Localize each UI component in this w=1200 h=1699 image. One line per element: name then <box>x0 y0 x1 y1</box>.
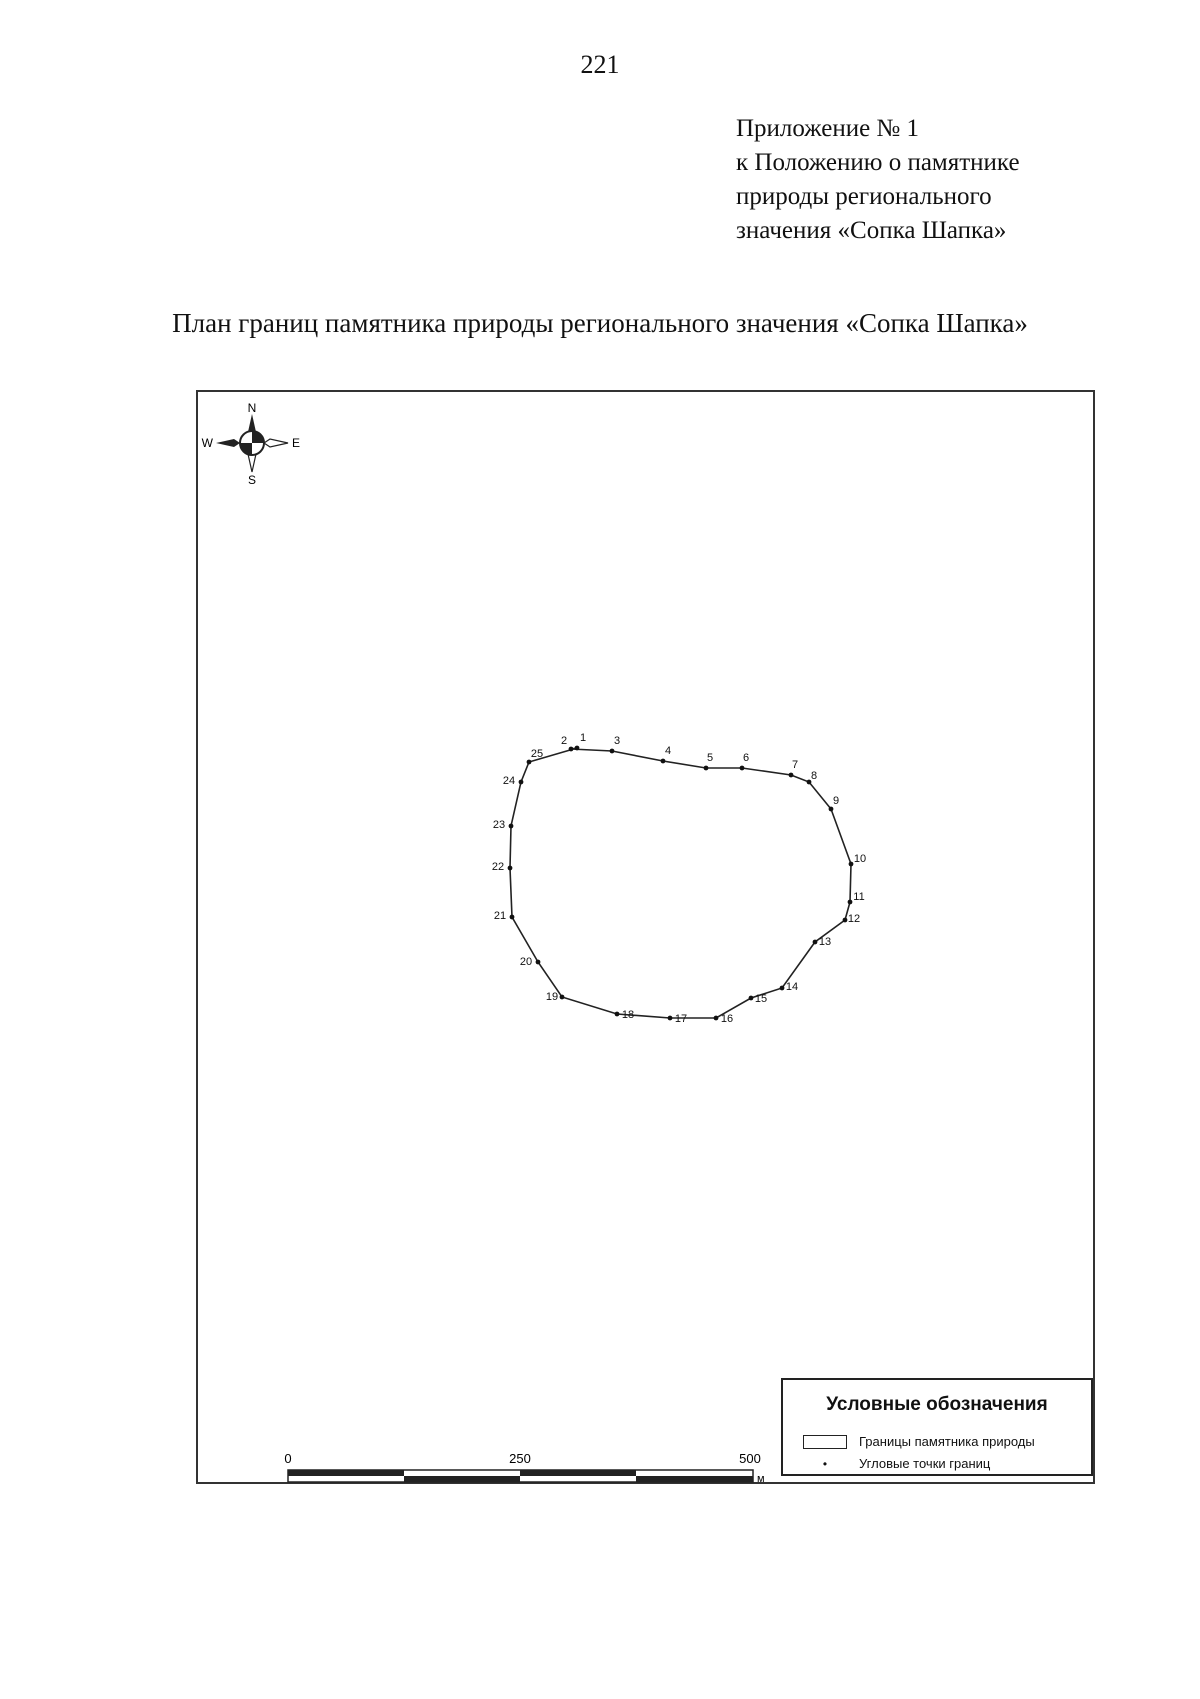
boundary-point-label-9: 9 <box>832 795 840 807</box>
boundary-point-12 <box>843 918 848 923</box>
boundary-point-label-4: 4 <box>664 745 672 757</box>
legend-item-corner-points <box>803 1456 990 1471</box>
boundary-point-14 <box>780 986 785 991</box>
boundary-point-9 <box>829 807 834 812</box>
boundary-point-11 <box>848 900 853 905</box>
plan-title: План границ памятника природы регионального значения «Сопка Шапка» <box>172 308 1028 338</box>
boundary-point-label-25: 25 <box>530 748 544 760</box>
boundary-point-22 <box>508 866 513 871</box>
boundary-point-label-1: 1 <box>579 732 587 744</box>
boundary-point-label-5: 5 <box>706 752 714 764</box>
boundary-point-18 <box>615 1012 620 1017</box>
boundary-point-label-19: 19 <box>545 991 559 1003</box>
map-legend <box>781 1378 1093 1476</box>
boundary-polygon <box>510 748 851 1018</box>
boundary-point-19 <box>560 995 565 1000</box>
boundary-point-label-17: 17 <box>674 1013 688 1025</box>
page-number: 221 <box>580 50 620 79</box>
boundary-point-16 <box>714 1016 719 1021</box>
boundary-point-label-2: 2 <box>560 735 568 747</box>
boundary-point-1 <box>575 746 580 751</box>
compass-n-label: N <box>247 401 257 415</box>
boundary-point-2 <box>569 747 574 752</box>
boundary-point-10 <box>849 862 854 867</box>
boundary-point-label-16: 16 <box>720 1013 734 1025</box>
boundary-point-label-10: 10 <box>853 853 867 865</box>
legend-item-boundary <box>803 1434 1035 1449</box>
boundary-point-21 <box>510 915 515 920</box>
boundary-point-25 <box>527 760 532 765</box>
boundary-point-17 <box>668 1016 673 1021</box>
scale-label-0: 0 <box>284 1451 292 1466</box>
boundary-point-13 <box>813 940 818 945</box>
appendix-line-3: природы регионального <box>736 183 992 210</box>
boundary-point-6 <box>740 766 745 771</box>
boundary-point-20 <box>536 960 541 965</box>
boundary-point-24 <box>519 780 524 785</box>
boundary-point-4 <box>661 759 666 764</box>
scale-unit: м <box>757 1473 765 1485</box>
boundary-point-label-7: 7 <box>791 759 799 771</box>
boundary-point-label-12: 12 <box>847 913 861 925</box>
appendix-line-1: Приложение № 1 <box>736 115 920 142</box>
corner-point-dot-icon: • <box>822 1456 828 1471</box>
boundary-point-label-14: 14 <box>785 981 799 993</box>
scale-bar <box>284 1451 764 1485</box>
compass-rose-icon <box>202 401 300 487</box>
boundary-point-label-18: 18 <box>621 1009 635 1021</box>
compass-e-label: E <box>292 436 301 450</box>
scale-label-250: 250 <box>509 1451 531 1466</box>
boundary-point-label-21: 21 <box>493 910 507 922</box>
legend-item-boundary-label: Границы памятника природы <box>859 1434 1035 1449</box>
boundary-point-label-13: 13 <box>818 936 832 948</box>
boundary-swatch-icon <box>803 1435 847 1449</box>
appendix-line-2: к Положению о памятнике <box>736 149 1020 176</box>
boundary-point-label-20: 20 <box>519 956 533 968</box>
scale-label-500: 500 <box>739 1451 761 1466</box>
boundary-point-label-3: 3 <box>613 735 621 747</box>
boundary-point-label-8: 8 <box>810 770 818 782</box>
boundary-point-23 <box>509 824 514 829</box>
boundary-point-label-6: 6 <box>742 752 750 764</box>
boundary-point-label-23: 23 <box>492 819 506 831</box>
boundary-point-label-22: 22 <box>491 861 505 873</box>
boundary-point-15 <box>749 996 754 1001</box>
compass-w-label: W <box>201 436 213 450</box>
boundary-group <box>492 732 866 1025</box>
compass-s-label: S <box>247 473 257 487</box>
appendix-line-4: значения «Сопка Шапка» <box>736 217 1007 244</box>
boundary-point-label-15: 15 <box>754 993 768 1005</box>
boundary-point-label-11: 11 <box>853 891 865 903</box>
boundary-point-7 <box>789 773 794 778</box>
legend-item-corner-points-label: Угловые точки границ <box>859 1456 991 1471</box>
legend-title: Условные обозначения <box>826 1394 1048 1415</box>
boundary-point-5 <box>704 766 709 771</box>
boundary-point-3 <box>610 749 615 754</box>
boundary-point-label-24: 24 <box>502 775 516 787</box>
